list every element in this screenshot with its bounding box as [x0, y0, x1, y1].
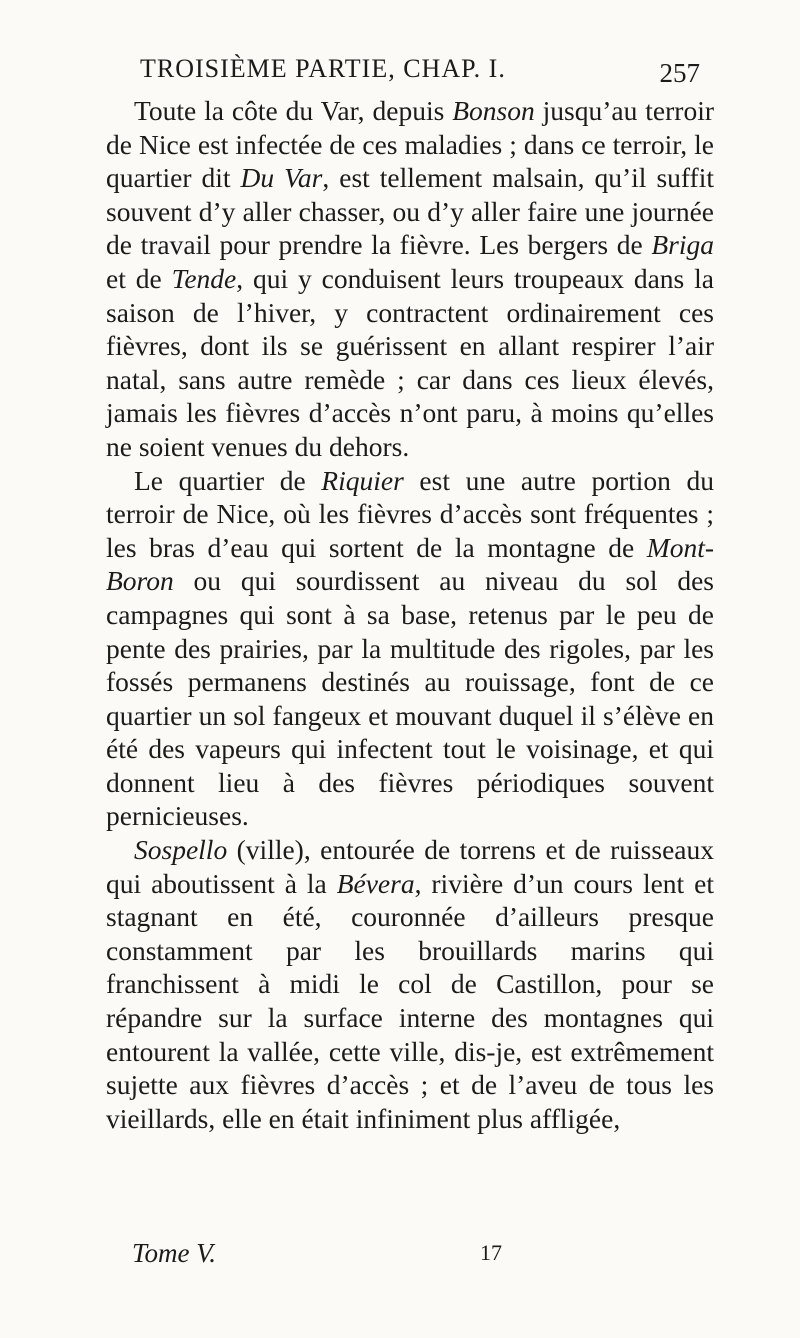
paragraph — [106, 833, 714, 1135]
text-run: , rivière d’un cours lent et stagnant en été, couronnée d’ailleurs presque constamment par les brouillards marins qui franchissent à midi le col de Castillon, pour se répandre sur la surface interne des montagnes qui entourent la vallée, cette ville, dis-je, est extrêmement sujette aux fièvres d’accès ; et de l’aveu de tous les vieillards, elle en était infiniment plus affligée, — [106, 867, 714, 1134]
page-footer — [132, 1238, 652, 1272]
page-number: 257 — [659, 58, 700, 88]
text-run: Toute la côte du Var, depuis — [134, 95, 453, 126]
text-run: jusqu’au terroir de Nice est infectée de ces maladies ; dans ce terroir, le quartier dit — [106, 95, 714, 194]
place-name: Riquier — [321, 464, 404, 496]
paragraph — [106, 464, 714, 834]
place-name: Bonson — [452, 95, 535, 126]
place-name: Briga — [651, 229, 714, 261]
running-head: TROISIÈME PARTIE, CHAP. I. — [140, 54, 506, 83]
place-name: Mont-Boron — [106, 531, 714, 597]
text-run: Le quartier de — [134, 464, 322, 496]
text-run: (ville), entourée de torrens et de ruisseaux qui aboutissent à la — [106, 834, 714, 899]
place-name: Bévera — [336, 867, 415, 899]
text-run: ou qui sourdissent au niveau du sol des campagnes qui sont à sa base, retenus par le peu de pente des prairies, par la multitude des rigoles, par les fossés permanens destinés au rouissage, font de ce quartier un sol fangeux et mouvant duquel il s’élève en été des vapeurs qui infectent tout le voisinage, et qui donnent lieu à des fièvres périodiques souvent pernicieuses. — [106, 565, 714, 832]
text-run: est une autre portion du terroir de Nice, où les fièvres d’accès sont fréquentes ; les bras d’eau qui sortent de la montagne de — [106, 464, 714, 563]
text-run: , est tellement malsain, qu’il suffit souvent d’y aller chasser, ou d’y aller faire une journée de travail pour prendre la fièvre. Les bergers de — [106, 162, 714, 261]
place-name: Sospello — [134, 834, 228, 866]
text-run: , qui y conduisent leurs troupeaux dans la saison de l’hiver, y contractent ordinairement ces fièvres, dont ils se guérissent en allant respirer l’air natal, sans autre remède ; car dans ces lieux élevés, jamais les fièvres d’accès n’ont paru, à moins qu’elles ne soient venues du dehors. — [106, 262, 714, 462]
text-run: et de — [106, 262, 172, 294]
paragraph — [106, 94, 714, 464]
signature-mark: 17 — [480, 1240, 502, 1265]
body-text — [106, 94, 714, 1135]
volume-mark: Tome V. — [132, 1238, 217, 1268]
place-name: Du Var — [240, 162, 323, 194]
place-name: Tende — [171, 262, 237, 294]
page-header — [140, 46, 700, 86]
